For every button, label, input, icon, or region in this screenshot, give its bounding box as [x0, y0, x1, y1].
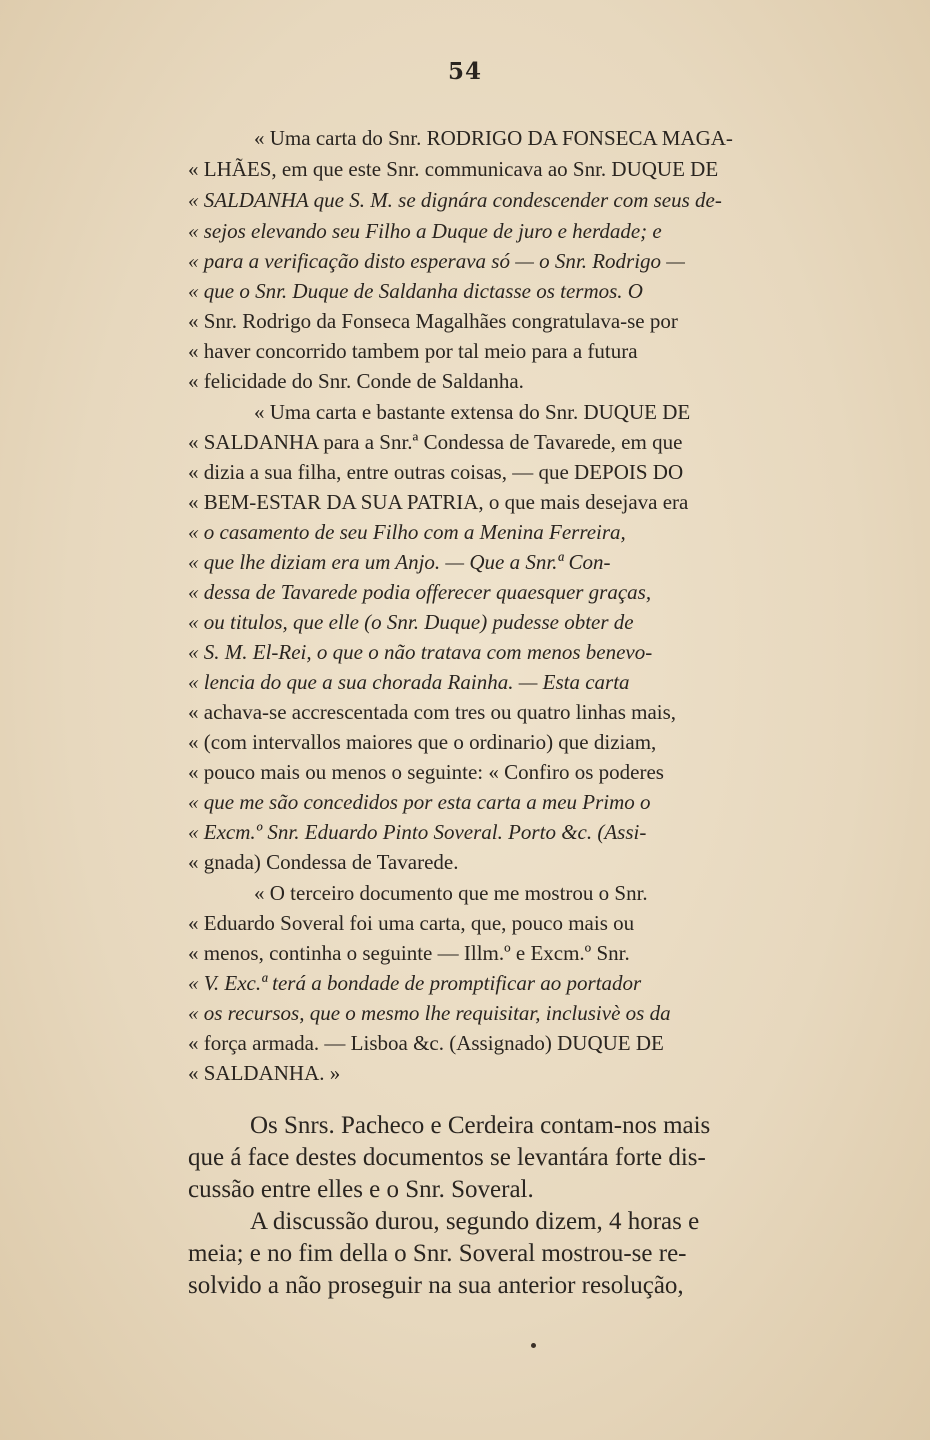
body-line: solvido a não proseguir na sua anterior resolução,: [188, 1272, 684, 1299]
quote-line: « menos, continha o seguinte — Illm.º e Excm.º Snr.: [188, 941, 630, 965]
quote-line: « SALDANHA para a Snr.ª Condessa de Tavarede, em que: [188, 430, 683, 454]
quote-line: « SALDANHA. »: [188, 1061, 341, 1085]
quote-line: « S. M. El-Rei, o que o não tratava com menos benevo-: [188, 640, 653, 664]
quote-line: « ou titulos, que elle (o Snr. Duque) pudesse obter de: [188, 610, 634, 634]
page-number: 54: [447, 58, 482, 85]
body-line: cussão entre elles e o Snr. Soveral.: [188, 1176, 534, 1203]
quote-line: « Snr. Rodrigo da Fonseca Magalhães congratulava-se por: [188, 309, 678, 333]
quote-line: « pouco mais ou menos o seguinte: « Confiro os poderes: [188, 760, 664, 784]
quote-line: « os recursos, que o mesmo lhe requisitar, inclusivè os da: [188, 1001, 671, 1025]
body-line: Os Snrs. Pacheco e Cerdeira contam-nos mais: [250, 1112, 711, 1139]
quote-line: « Uma carta e bastante extensa do Snr. DUQUE DE: [254, 400, 691, 424]
quote-line: « felicidade do Snr. Conde de Saldanha.: [188, 369, 524, 393]
quote-line: « que o Snr. Duque de Saldanha dictasse os termos. O: [188, 279, 643, 303]
quote-line: « força armada. — Lisboa &c. (Assignado) DUQUE DE: [188, 1031, 664, 1055]
quote-line: « achava-se accrescentada com tres ou quatro linhas mais,: [188, 700, 677, 724]
quote-line: « BEM-ESTAR DA SUA PATRIA, o que mais desejava era: [188, 490, 689, 514]
quote-line: « Uma carta do Snr. RODRIGO DA FONSECA MAGA-: [254, 126, 733, 150]
quote-line: « LHÃES, em que este Snr. communicava ao Snr. DUQUE DE: [188, 157, 719, 181]
quote-line: « que me são concedidos por esta carta a meu Primo o: [188, 790, 651, 814]
quote-line: « O terceiro documento que me mostrou o Snr.: [254, 881, 648, 905]
body-line: que á face destes documentos se levantára forte dis-: [188, 1144, 706, 1171]
quote-line: « haver concorrido tambem por tal meio para a futura: [188, 339, 638, 363]
quote-line: « que lhe diziam era um Anjo. — Que a Snr.ª Con-: [188, 550, 611, 574]
quote-line: « Excm.º Snr. Eduardo Pinto Soveral. Porto &c. (Assi-: [188, 820, 647, 844]
quote-line: « dizia a sua filha, entre outras coisas, — que DEPOIS DO: [188, 460, 684, 484]
quote-line: « Eduardo Soveral foi uma carta, que, pouco mais ou: [188, 911, 635, 935]
ink-spot: [531, 1343, 536, 1348]
quote-line: « SALDANHA que S. M. se dignára condescender com seus de-: [188, 188, 722, 212]
quote-line: « (com intervallos maiores que o ordinario) que diziam,: [188, 730, 657, 754]
quote-line: « lencia do que a sua chorada Rainha. — Esta carta: [188, 670, 630, 694]
quote-line: « para a verificação disto esperava só — o Snr. Rodrigo —: [188, 249, 685, 273]
quote-line: « dessa de Tavarede podia offerecer quaesquer graças,: [188, 580, 652, 604]
body-line: A discussão durou, segundo dizem, 4 horas e: [250, 1208, 700, 1235]
body-line: meia; e no fim della o Snr. Soveral mostrou-se re-: [188, 1240, 687, 1267]
quote-line: « o casamento de seu Filho com a Menina Ferreira,: [188, 520, 626, 544]
quote-line: « sejos elevando seu Filho a Duque de juro e herdade; e: [188, 219, 662, 243]
quote-line: « V. Exc.ª terá a bondade de promptificar ao portador: [188, 971, 642, 995]
quote-line: « gnada) Condessa de Tavarede.: [188, 850, 459, 874]
